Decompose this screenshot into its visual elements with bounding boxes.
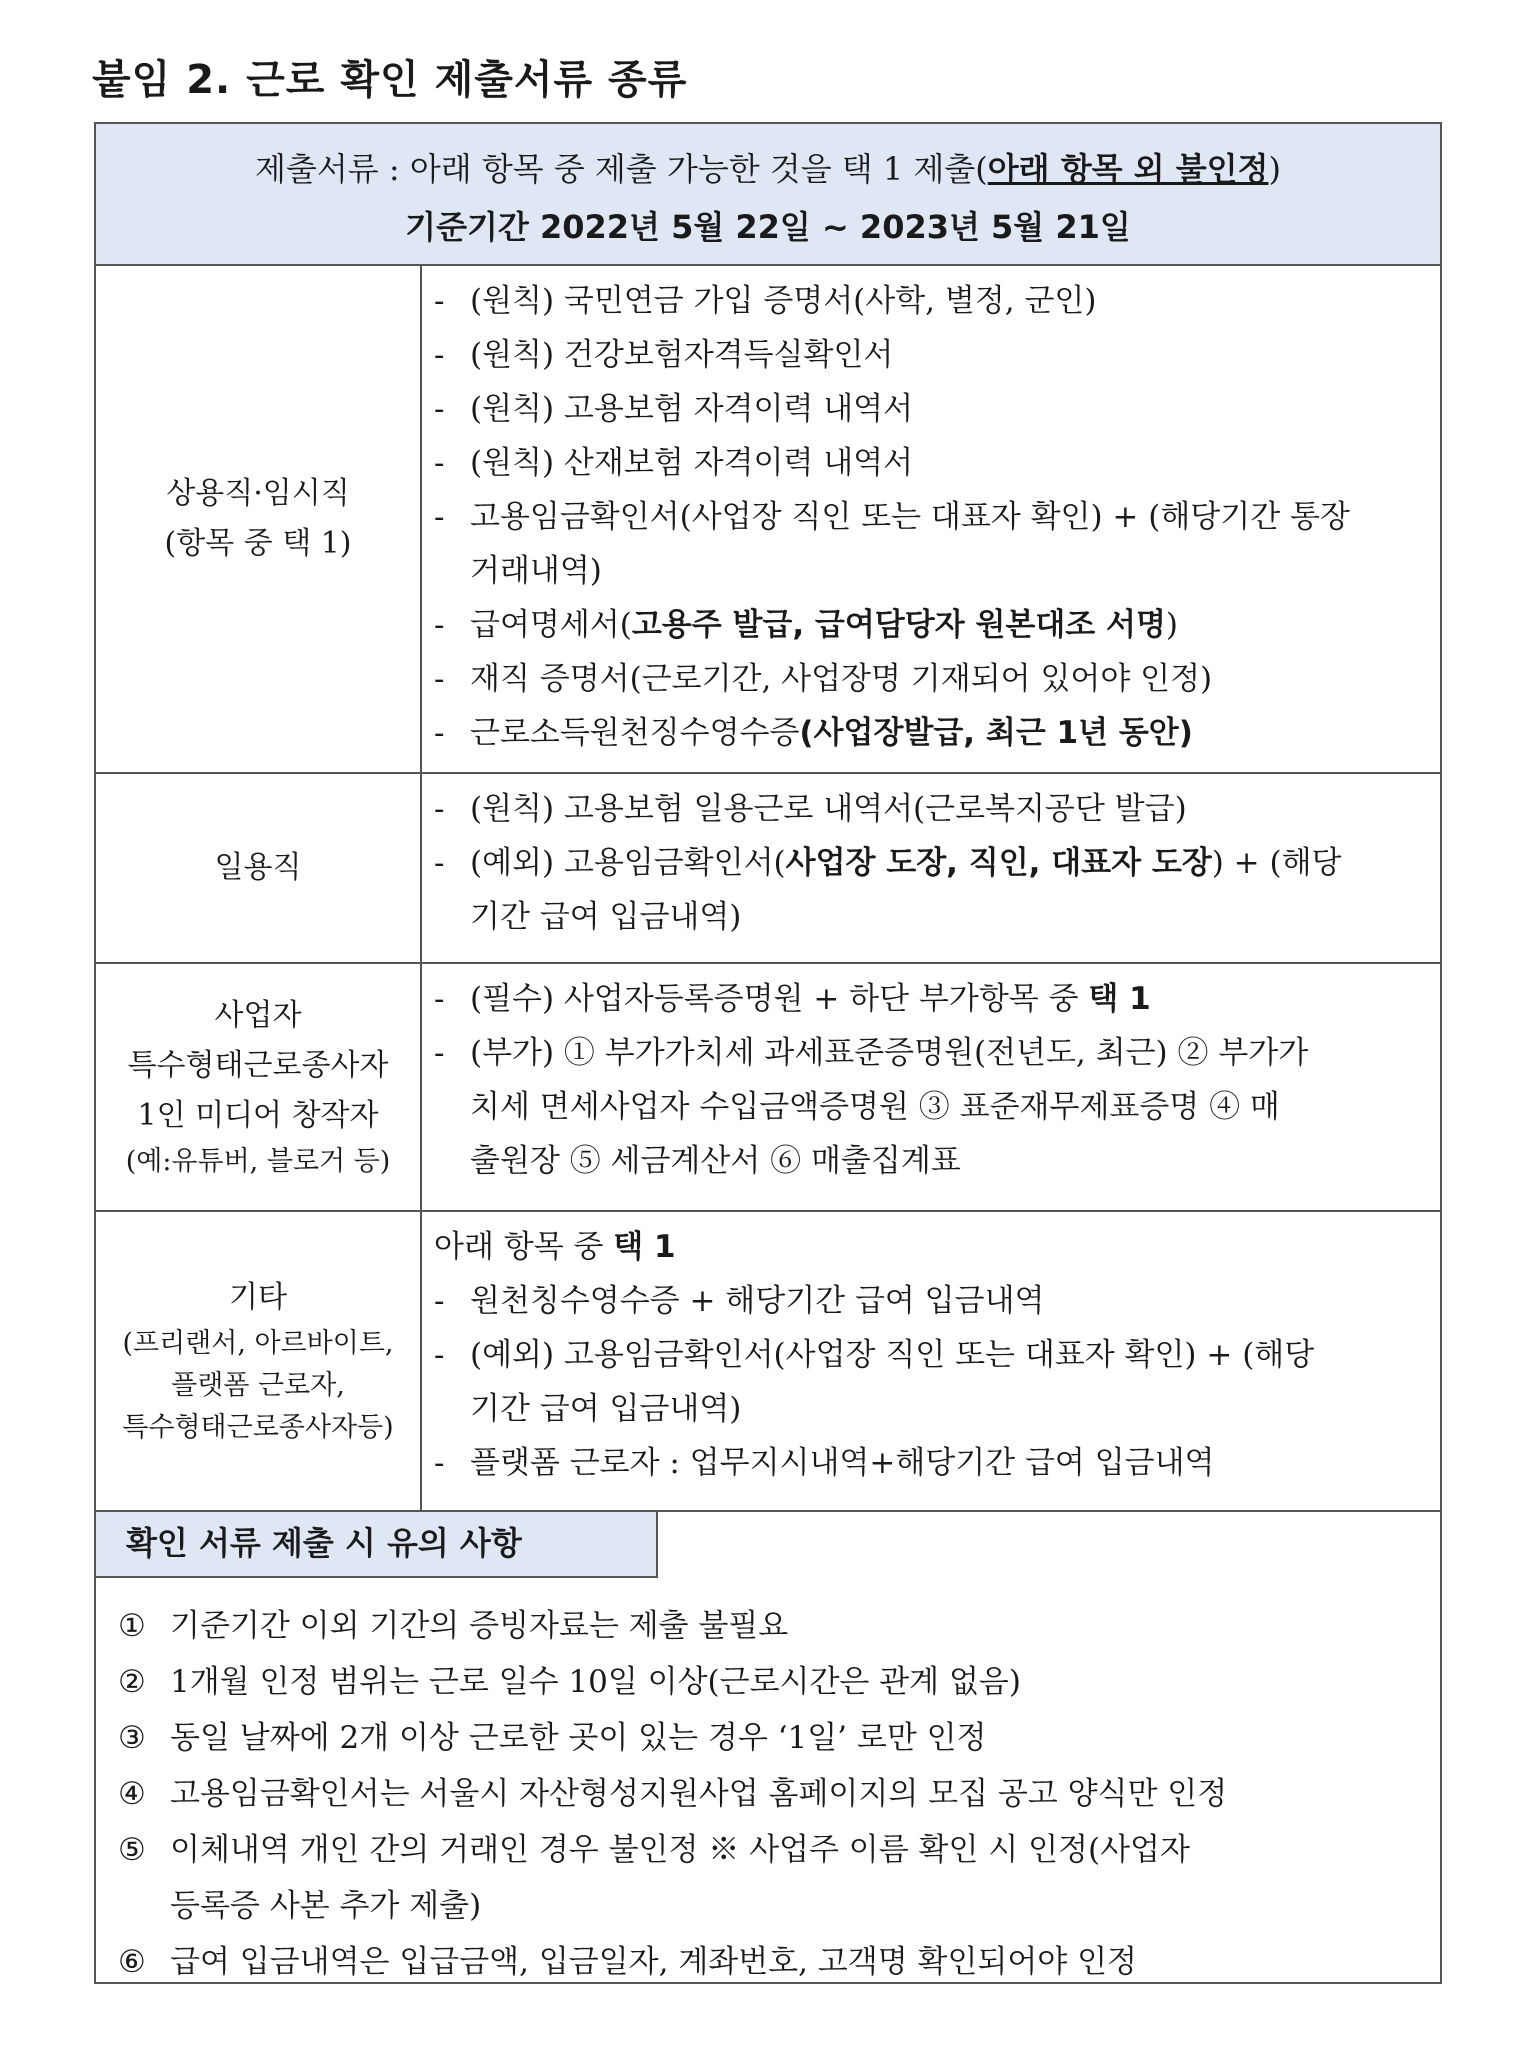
list-item: - (원칙) 고용보험 일용근로 내역서(근로복지공단 발급) <box>434 791 1187 827</box>
submission-rule-close: ) <box>1268 150 1281 188</box>
list-item: - (필수) 사업자등록증명원 + 하단 부가항목 중 택 1 <box>434 981 1151 1017</box>
list-item: - 고용임금확인서(사업장 직인 또는 대표자 확인) + (해당기간 통장 거래내역) <box>434 499 1350 589</box>
notice-item: ① 기준기간 이외 기간의 증빙자료는 제출 불필요 <box>118 1608 789 1644</box>
notice-title: 확인 서류 제출 시 유의 사항 <box>96 1512 658 1578</box>
row-other <box>96 1212 1440 1512</box>
category-label: 1인 미디어 창작자 <box>137 1098 379 1133</box>
category-label: 일용직 <box>214 850 302 885</box>
documents-cell <box>422 266 1440 772</box>
notice-item: ② 1개월 인정 범위는 근로 일수 10일 이상(근로시간은 관계 없음) <box>118 1664 1021 1700</box>
list-item: - (원칙) 고용보험 자격이력 내역서 <box>434 391 914 427</box>
category-example: (프리랜서, 아르바이트, <box>122 1328 394 1359</box>
list-item: - (예외) 고용임금확인서(사업장 도장, 직인, 대표자 도장) + (해당 기간 급여 입금내역) <box>434 845 1342 935</box>
reference-period: 기준기간 2022년 5월 22일 ~ 2023년 5월 21일 <box>405 208 1131 246</box>
list-item: - (원칙) 건강보험자격득실확인서 <box>434 337 894 373</box>
category-label: 사업자 <box>214 998 302 1033</box>
list-item: - 원천칭수영수증 + 해당기간 급여 입금내역 <box>434 1283 1045 1319</box>
category-cell <box>96 266 422 772</box>
list-item: - (부가) ① 부가가치세 과세표준증명원(전년도, 최근) ② 부가가 치세 면세사업자 수입금액증명원 ③ 표준재무제표증명 ④ 매 출원장 ⑤ 세금계산서 ⑥ 매출집계표 <box>434 1035 1309 1179</box>
list-item: - 플랫폼 근로자 : 업무지시내역+해당기간 급여 입금내역 <box>434 1445 1215 1481</box>
category-label: 기타 <box>229 1280 287 1315</box>
category-label: 특수형태근로종사자 <box>127 1048 389 1083</box>
row-regular-temporary <box>96 266 1440 774</box>
notice-list <box>118 1598 1430 1990</box>
category-cell <box>96 774 422 962</box>
row-daily <box>96 774 1440 964</box>
submission-rule <box>96 144 1440 190</box>
list-lead: 아래 항목 중 택 1 <box>434 1229 676 1265</box>
notice-item: ④ 고용임금확인서는 서울시 자산형성지원사업 홈페이지의 모집 공고 양식만 인정 <box>118 1776 1228 1812</box>
list-item: - (원칙) 산재보험 자격이력 내역서 <box>434 445 914 481</box>
list-item: - 재직 증명서(근로기간, 사업장명 기재되어 있어야 인정) <box>434 661 1213 697</box>
category-example: (예:유튜버, 블로거 등) <box>125 1146 391 1177</box>
list-item: - 근로소득원천징수영수증(사업장발급, 최근 1년 동안) <box>434 715 1193 751</box>
submission-rule-emphasis: 아래 항목 외 불인정 <box>987 150 1269 188</box>
category-label: 상용직·임시직 <box>166 476 350 511</box>
category-example: 특수형태근로종사자등) <box>122 1412 394 1443</box>
list-item: - (원칙) 국민연금 가입 증명서(사학, 별정, 군인) <box>434 283 1097 319</box>
notice-item: ⑥ 급여 입금내역은 입급금액, 입금일자, 계좌번호, 고객명 확인되어야 인정 <box>118 1944 1137 1980</box>
category-example: 플랫폼 근로자, <box>171 1370 345 1401</box>
table-header <box>96 124 1440 266</box>
category-sublabel: (항목 중 택 1) <box>164 526 352 561</box>
list-item: - (예외) 고용임금확인서(사업장 직인 또는 대표자 확인) + (해당 기간 급여 입금내역) <box>434 1337 1315 1427</box>
document-table <box>94 122 1442 1984</box>
category-cell <box>96 964 422 1210</box>
notice-item: ③ 동일 날짜에 2개 이상 근로한 곳이 있는 경우 ‘1일’ 로만 인정 <box>118 1720 987 1756</box>
submission-rule-text: 제출서류 : 아래 항목 중 제출 가능한 것을 택 1 제출( <box>255 150 988 188</box>
notice-item: ⑤ 이체내역 개인 간의 거래인 경우 불인정 ※ 사업주 이름 확인 시 인정(사업자 등록증 사본 추가 제출) <box>118 1832 1190 1924</box>
documents-cell <box>422 1212 1440 1512</box>
category-cell <box>96 1212 422 1512</box>
list-item: - 급여명세서(고용주 발급, 급여담당자 원본대조 서명) <box>434 607 1179 643</box>
row-business <box>96 964 1440 1212</box>
documents-cell <box>422 964 1440 1210</box>
documents-cell <box>422 774 1440 962</box>
page-title: 붙임 2. 근로 확인 제출서류 종류 <box>92 57 688 103</box>
